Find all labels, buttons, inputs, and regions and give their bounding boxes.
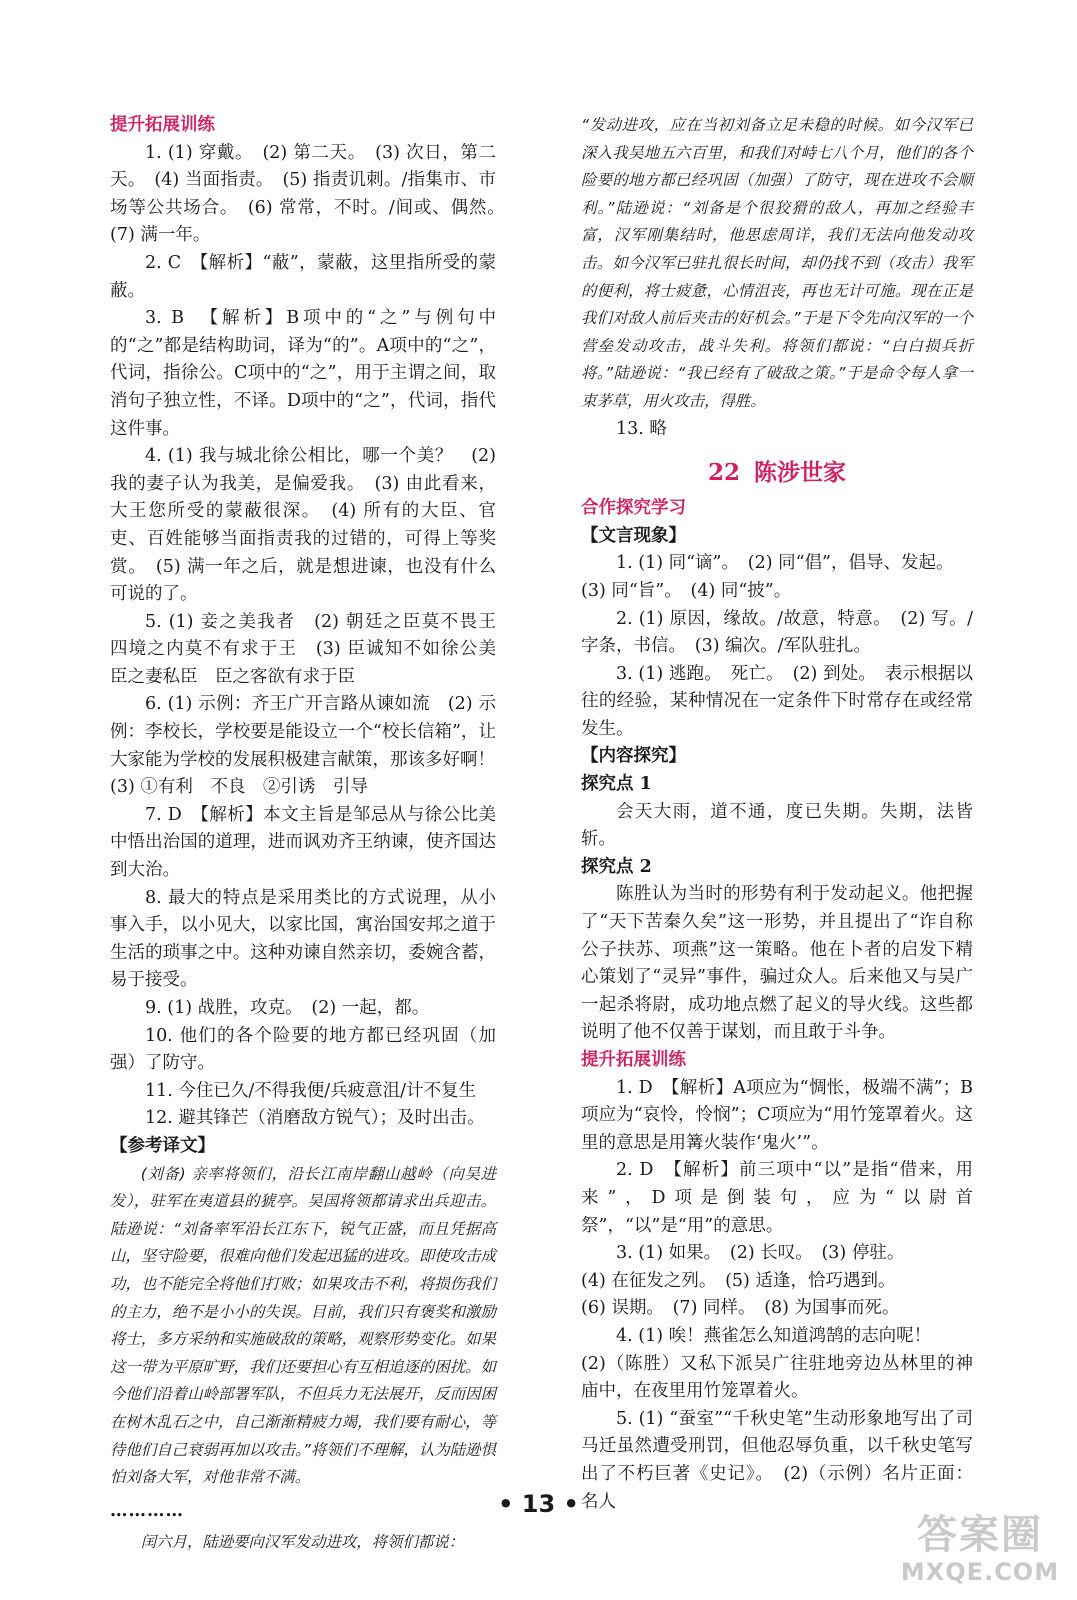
section-title-training: 提升拓展训练 bbox=[581, 1050, 686, 1070]
wenyan-heading: 【文言现象】 bbox=[581, 525, 686, 546]
chapter-heading bbox=[581, 453, 973, 493]
answer-item: 9. (1) 战胜，攻克。 (2) 一起，都。 bbox=[145, 998, 430, 1018]
chapter-number: 22 bbox=[707, 459, 740, 487]
answer-subitem: (3) ①有利 不良 ②引诱 引导 bbox=[110, 777, 368, 798]
answer-item: 7. D 【解析】本文主旨是邹忌从与徐公比美中悟出治国的道理，进而讽劝齐王纳谏，使齐国达到大治。 bbox=[110, 804, 496, 881]
answer-item: 5. (1) “蚕室”“千秋史笔”生动形象地写出了司马迁虽然遭受刑罚，但他忍辱负重，以千秋史笔写出了不朽巨著《史记》。 (2)（示例）名片正面：名人 bbox=[581, 1408, 973, 1512]
ellipsis: ………… bbox=[110, 1500, 184, 1521]
translation-paragraph: (刘备) 亲率将领们，沿长江南岸翻山越岭（向吴进发），驻军在夷道县的猇亭。吴国将领都请求出兵迎击。陆逊说：“刘备率军沿长江东下，锐气正盛，而且凭据高山，坚守险要，很难向他们发起迅猛的进攻。即使攻击成功，也不能完全将他们打败；如果攻击不利，将损伤我们的主力，绝不是小小的失误。目前，我们只有褒奖和激励将士，多方采纳和实施破敌的策略，观察形势变化。如果这一带为平原旷野，我们还要担心有互相追逐的困扰。如今他们沿着山岭部署军队，不但兵力无法展开，反而因困在树木乱石之中，自己渐渐精疲力竭，我们要有耐心，等待他们自己衰弱再加以攻击。”将领们不理解，认为陆逊惧怕刘备大军，对他非常不满。 bbox=[110, 1164, 496, 1487]
answer-item: 4. (1) 唉！燕雀怎么知道鸿鹄的志向呢！ bbox=[616, 1325, 932, 1346]
answer-item: 2. (1) 原因，缘故。/故意，特意。 (2) 写。/字条，书信。 (3) 编次。/军队驻扎。 bbox=[581, 608, 973, 657]
answer-item: 12. 避其锋芒（消磨敌方锐气）；及时出击。 bbox=[145, 1108, 485, 1129]
answer-item: 1. (1) 同“谪”。 (2) 同“倡”，倡导、发起。 bbox=[616, 553, 954, 574]
answer-item: 1. D 【解析】A项应为“惆怅，极端不满”；B项应为“哀怜，怜悯”；C项应为“用竹笼罩着火。这里的意思是用篝火装作‘鬼火’”。 bbox=[581, 1077, 973, 1153]
answer-item: 11. 今住已久/不得我便/兵疲意沮/计不复生 bbox=[145, 1080, 477, 1101]
answer-item: 6. (1) 示例：齐王广开言路从谏如流 (2) 示例：李校长，学校要是能设立一个“校长信箱”，让大家能为学校的发展积极建言献策，那该多好啊！ bbox=[110, 694, 496, 770]
answer-item: 4. (1) 我与城北徐公相比，哪一个美？ (2) 我的妻子认为我美，是偏爱我。 (3) 由此看来，大王您所受的蒙蔽很深。 (4) 所有的大臣、官吏、百姓能够当面指责我的过错的，可得上等奖赏。 (5) 满一年之后，就是想进谏，也没有什么可说的了。 bbox=[110, 446, 496, 605]
answer-item: 1. (1) 穿戴。 (2) 第二天。 (3) 次日，第二天。 (4) 当面指责。 (5) 指责讥刺。/指集市、市场等公共场合。 (6) 常常，不时。/间或、偶然。 (7) 满一年。 bbox=[110, 142, 514, 246]
answer-item: 5. (1) 妾之美我者 (2) 朝廷之臣莫不畏王 四境之内莫不有求于王 (3) 臣诚知不如徐公美 臣之妻私臣 臣之客欲有求于臣 bbox=[110, 611, 514, 687]
translation-heading: 【参考译文】 bbox=[110, 1135, 215, 1156]
answer-subitem: (6) 误期。 (7) 同样。 (8) 为国事而死。 bbox=[581, 1298, 900, 1319]
translation-paragraph: “发动进攻，应在当初刘备立足未稳的时候。如今汉军已深入我吴地五六百里，和我们对峙七八个月，他们的各个险要的地方都已经巩固（加强）了防守，现在进攻不会顺利。”陆逊说：“刘备是个很狡猾的敌人，再加之经验丰富，汉军刚集结时，他思虑周详，我们无法向他发动攻击。如今汉军已驻扎很长时间，却仍找不到（攻击）我军的便利，将士疲惫，心情沮丧，再也无计可施。现在正是我们对敌人前后夹击的好机会。”于是下令先向汉军的一个营垒发动攻击，战斗失利。将领们都说：“白白损兵折将。”陆逊说：“我已经有了破敌之策。”于是命令每人拿一束茅草，用火攻击，得胜。 bbox=[581, 116, 973, 410]
answer-item: 3. (1) 逃跑。 死亡。 (2) 到处。 表示根据以往的经验，某种情况在一定条件下时常存在或经常发生。 bbox=[581, 663, 973, 739]
answer-subitem: (3) 同“旨”。 (4) 同“披”。 bbox=[581, 580, 792, 601]
answer-item: 3. B 【解析】B项中的“之”与例句中的“之”都是结构助词，译为“的”。A项中的“之”，代词，指徐公。C项中的“之”，用于主谓之间，取消句子独立性，不译。D项中的“之”，代词，指代这件事。 bbox=[110, 308, 496, 439]
section-title-cooperative: 合作探究学习 bbox=[581, 498, 686, 519]
translation-paragraph: 闰六月，陆逊要向汉军发动进攻，将领们都说： bbox=[140, 1533, 465, 1552]
answer-item: 8. 最大的特点是采用类比的方式说理，从小事入手，以小见大，以家比国，寓治国安邦之道于生活的琐事之中。这种劝谏自然亲切，委婉含蓄，易于接受。 bbox=[110, 887, 496, 991]
translation-block bbox=[581, 112, 973, 416]
answer-item: 10. 他们的各个险要的地方都已经巩固（加强）了防守。 bbox=[110, 1025, 496, 1074]
translation-block bbox=[110, 1161, 496, 1492]
page-number: • 13 • bbox=[498, 1490, 579, 1518]
translation-block bbox=[110, 1529, 496, 1557]
watermark-logo bbox=[895, 1512, 1065, 1592]
inquiry-point-text: 会天大雨，道不通，度已失期。失期，法皆斩。 bbox=[581, 801, 973, 850]
right-column bbox=[581, 112, 973, 1516]
watermark-url: MXQE.COM bbox=[900, 1558, 1060, 1586]
chapter-title: 陈涉世家 bbox=[754, 459, 846, 487]
answer-item: 13. 略 bbox=[616, 418, 667, 439]
left-column bbox=[110, 112, 514, 1557]
answer-item: 2. D 【解析】前三项中“以”是指“借来，用来”，D项是倒装句，应为“以尉首祭”，“以”是“用”的意思。 bbox=[581, 1160, 973, 1236]
inquiry-point-text: 陈胜认为当时的形势有利于发动起义。他把握了“天下苦秦久矣”这一形势，并且提出了“诈自称公子扶苏、项燕”这一策略。他在卜者的启发下精心策划了“灵异”事件，骗过众人。后来他又与吴广一起杀将尉，成功地点燃了起义的导火线。这些都说明了他不仅善于谋划，而且敢于斗争。 bbox=[581, 884, 973, 1043]
inquiry-point-title: 探究点 1 bbox=[581, 774, 652, 795]
answer-subitem: (2)（陈胜）又私下派吴广往驻地旁边丛林里的神庙中，在夜里用竹笼罩着火。 bbox=[581, 1353, 973, 1402]
content-heading: 【内容探究】 bbox=[581, 746, 686, 767]
watermark-text: 答案圈 bbox=[917, 1512, 1043, 1558]
answer-subitem: (4) 在征发之列。 (5) 适逢，恰巧遇到。 bbox=[581, 1270, 896, 1291]
inquiry-point-title: 探究点 2 bbox=[581, 856, 652, 877]
section-title-training: 提升拓展训练 bbox=[110, 115, 215, 135]
answer-item: 2. C 【解析】“蔽”，蒙蔽，这里指所受的蒙蔽。 bbox=[110, 252, 496, 301]
answer-item: 3. (1) 如果。 (2) 长叹。 (3) 停驻。 bbox=[616, 1243, 905, 1264]
